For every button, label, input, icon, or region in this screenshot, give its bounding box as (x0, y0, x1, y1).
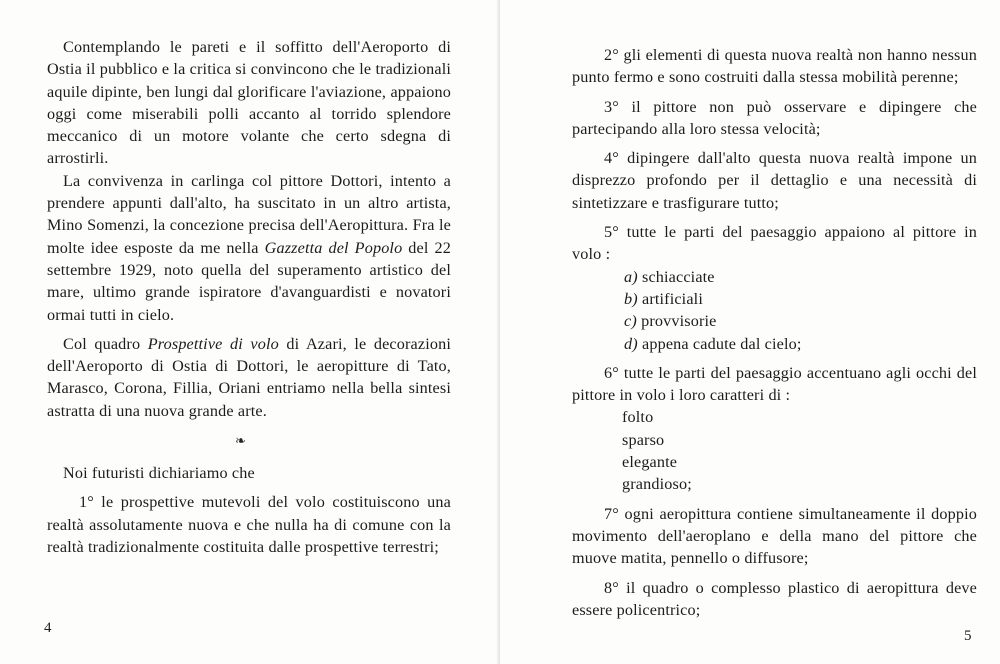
item-letter: d) (624, 334, 638, 353)
item-letter: a) (624, 267, 638, 286)
right-page (500, 0, 1000, 664)
point-6-item: sparso (622, 430, 665, 449)
item-text: provvisorie (636, 312, 717, 331)
point-5-item-d (572, 333, 977, 355)
item-text: artificiali (637, 289, 703, 308)
paragraph-aeroporto: Contemplando le pareti e il soffitto dell'Aeroporto di Ostia il pubblico e la critica si convincono che le tradizionali aquile dipinte, ben lungi dal glorificare l'aviazione, appaiono oggi come miserabili polli accanto al torrido splendore meccanico di un motore volante che certo sdegna di arrostirli. (47, 38, 451, 168)
item-text: appena cadute dal cielo; (637, 334, 802, 353)
point-8: 8° il quadro o complesso plastico di aeropittura deve essere policentrico; (572, 578, 977, 619)
right-text-column (572, 44, 977, 621)
page-number-right: 5 (964, 628, 972, 644)
declaration-heading: Noi futuristi dichiariamo che (63, 464, 255, 483)
point-6-item: folto (622, 408, 654, 427)
item-text: schiacciate (637, 267, 715, 286)
point-5-item-a (572, 266, 977, 288)
prospettive-title: Prospettive di volo (147, 334, 279, 353)
point-6-item: elegante (622, 453, 678, 472)
point-6-item: grandioso; (622, 475, 692, 494)
section-ornament: ❧ (235, 433, 247, 449)
point-4: 4° dipingere dall'alto questa nuova realtà impone un disprezzo profondo per il dettaglio e una necessità di sintetizzare e trasfigurare tutto; (572, 149, 977, 212)
paragraph-convivenza (47, 170, 451, 326)
item-letter: b) (624, 289, 638, 308)
point-5-item-b (572, 288, 977, 310)
item-letter: c) (624, 312, 637, 331)
paragraph-convivenza-rest: del 22 settembre 1929, noto quella del superamento artistico del mare, ultimo grande ispiratore d'avanguardisti e novatori ormai tutti in cielo. (47, 238, 451, 324)
point-2: 2° gli elementi di questa nuova realtà non hanno nessun punto fermo e sono costruiti dalla stessa mobilità perenne; (572, 46, 977, 87)
point-6: 6° tutte le parti del paesaggio accentuano agli occhi del pittore in volo i loro caratteri di : (572, 363, 977, 405)
paragraph-convivenza-text: La convivenza in carlinga col pittore Dottori, intento a prendere appunti dall'alto, ha suscitato in un altro artista, Mino Somenzi, la concezione precisa dell'Aeropittura. Fra le molte idee esposte da me nella (47, 171, 451, 257)
page-number-left: 4 (44, 620, 52, 636)
left-text-column (47, 36, 451, 558)
paragraph-quadro-text: Col quadro (63, 334, 148, 353)
gazzetta-title: Gazzetta del Popolo (264, 238, 403, 257)
paragraph-quadro-rest: di Azari, le decorazioni dell'Aeroporto di Ostia di Dottori, le aeropitture di Tato, Marasco, Corona, Fillia, Oriani entriamo nella bella sintesi astratta di una nuova grande arte. (47, 334, 451, 420)
paragraph-quadro (47, 333, 451, 422)
point-5-item-c (572, 310, 977, 332)
point-1: 1° le prospettive mutevoli del volo costituiscono una realtà assolutamente nuova e che nulla ha di comune con la realtà tradizionalmente costituita dalle prospettive terrestri; (47, 493, 451, 556)
point-3: 3° il pittore non può osservare e dipingere che partecipando alla loro stessa velocità; (572, 97, 977, 138)
point-7: 7° ogni aeropittura contiene simultaneamente il doppio movimento dell'aeroplano e della mano del pittore che muove matita, pennello o diffusore; (572, 504, 977, 568)
point-5: 5° tutte le parti del paesaggio appaiono al pittore in volo : (572, 223, 977, 264)
